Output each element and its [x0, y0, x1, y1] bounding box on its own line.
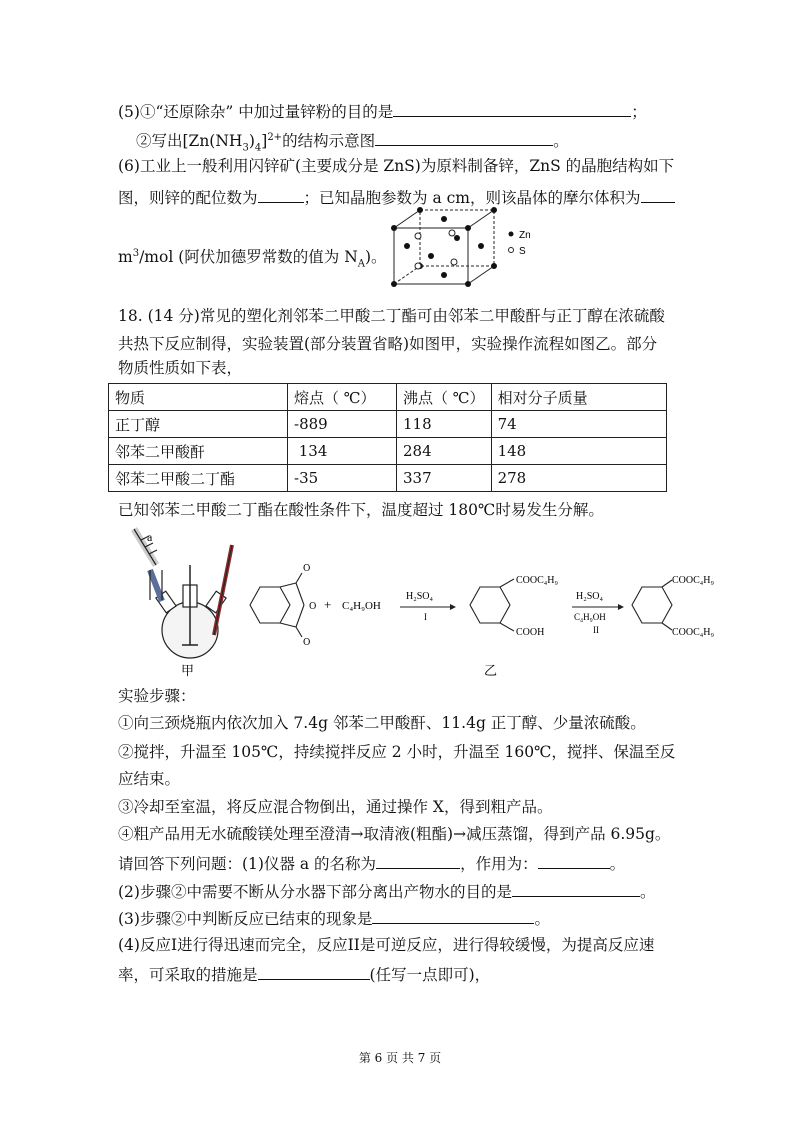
q5-answer-blank-2[interactable]: [375, 129, 553, 146]
q6-coordination-blank[interactable]: [258, 186, 304, 203]
question-3: (3)步骤②中判断反应已结束的现象是 。: [118, 907, 550, 929]
phthalic-anhydride-structure: [250, 573, 304, 637]
question-2: (2)步骤②中需要不断从分水器下部分离出产物水的目的是 。: [118, 880, 655, 902]
table-header: 熔点（ ℃）: [288, 384, 397, 411]
zns-unit-cell-figure: [380, 206, 540, 290]
zn-legend-icon: [509, 232, 514, 237]
apparatus-and-reaction-figure: [110, 525, 714, 685]
plus-sign: +: [324, 597, 332, 612]
q6-line1: (6)工业上一般利用闪锌矿(主要成分是 ZnS)为原料制备锌，ZnS 的晶胞结构如下: [118, 157, 675, 175]
table-header: 物质: [109, 384, 288, 411]
step-2a: ②搅拌，升温至 105℃，持续搅拌反应 2 小时，升温至 160℃，搅拌、保温至反: [118, 743, 676, 761]
table-header: 沸点（ ℃）: [397, 384, 492, 411]
q6-volume-blank[interactable]: [641, 186, 675, 203]
product-ester-group-bottom: COOC₄H₉: [672, 627, 714, 638]
steps-title: 实验步骤：: [118, 687, 196, 705]
q6-line3: $m^3$/mol (阿伏加德罗常数的值为 $N_A$)。: [118, 248, 387, 270]
product-structure: [632, 580, 672, 630]
table-header: 相对分子质量: [491, 384, 666, 411]
table-header-row: [109, 384, 667, 411]
q2-answer-blank[interactable]: [512, 880, 640, 897]
q18-line1: 18. (14 分)常见的塑化剂邻苯二甲酸二丁酯可由邻苯二甲酸酐与正丁醇在浓硫酸: [118, 307, 665, 325]
intermediate-acid-group: COOH: [516, 627, 545, 638]
svg-text:O: O: [303, 638, 311, 648]
table-row: 邻苯二甲酸酐 134 284 148: [109, 438, 667, 465]
label-jia: 甲: [181, 663, 195, 678]
svg-text:O: O: [303, 564, 311, 574]
arrow2-reagent: C₄H₉OH: [574, 612, 606, 622]
label-a: a: [147, 530, 153, 544]
q5-part1-text: (5)①“还原除杂” 中加过量锌粉的目的是: [118, 103, 394, 121]
label-yi: 乙: [484, 663, 498, 678]
svg-text:O: O: [309, 602, 317, 612]
q18-line2: 共热下反应制得，实验装置(部分装置省略)如图甲，实验操作流程如图乙。部分: [118, 335, 658, 353]
three-neck-flask-apparatus: [134, 529, 232, 658]
step-1: ①向三颈烧瓶内依次加入 7.4g 邻苯二甲酸酐、11.4g 正丁醇、少量浓硫酸。: [118, 714, 646, 732]
step-4: ④粗产品用无水硫酸镁处理至澄清→取清液(粗酯)→减压蒸馏，得到产品 6.95g。: [118, 825, 671, 843]
properties-table: [108, 383, 667, 492]
s-legend-icon: [509, 248, 514, 253]
q3-answer-blank[interactable]: [372, 907, 534, 924]
arrow1-label: I: [424, 612, 427, 622]
page-footer: 第 6 页 共 7 页: [358, 1051, 442, 1065]
q5-line2: ②写出$[Zn(NH_3)_4]^{2+}$的结构示意图 。: [136, 128, 569, 158]
q18-line3: 物质性质如下表，: [118, 359, 243, 377]
q6-line2: 图，则锌的配位数为 ；已知晶胞参数为 a cm，则该晶体的摩尔体积为: [118, 186, 675, 208]
step-2b: 应结束。: [118, 770, 181, 788]
legend-zn: Zn: [519, 230, 531, 241]
legend-s: S: [519, 246, 526, 257]
q4-answer-blank[interactable]: [258, 963, 370, 980]
q1-name-blank[interactable]: [376, 852, 460, 869]
question-4-line1: (4)反应I进行得迅速而完全，反应II是可逆反应，进行得较缓慢，为提高反应速: [118, 936, 655, 954]
q5-answer-blank-1[interactable]: [393, 100, 631, 117]
question-1: 请回答下列问题：(1)仪器 a 的名称为 ，作用为： 。: [118, 852, 625, 874]
table-row: 正丁醇 -889 118 74: [109, 411, 667, 438]
q5-line1: (5)①“还原除杂” 中加过量锌粉的目的是 ；: [118, 100, 647, 122]
product-ester-group-top: COOC₄H₉: [672, 575, 714, 586]
arrow2-label: II: [593, 625, 599, 635]
intermediate-structure: [470, 579, 514, 631]
decomposition-note: 已知邻苯二甲酸二丁酯在酸性条件下，温度超过 180℃时易发生分解。: [118, 501, 604, 519]
arrow2-catalyst: H₂SO₄: [576, 591, 603, 602]
intermediate-ester-group: COOC₄H₉: [516, 575, 558, 586]
step-3: ③冷却至室温，将反应混合物倒出，通过操作 X，得到粗产品。: [118, 798, 553, 816]
arrow1-catalyst: H₂SO₄: [406, 591, 433, 602]
question-4-line2: 率，可采取的措施是 (任写一点即可)，: [118, 963, 490, 985]
q1-function-blank[interactable]: [538, 852, 610, 869]
table-row: 邻苯二甲酸二丁酯 -35 337 278: [109, 465, 667, 492]
butanol-reagent: C₄H₉OH: [342, 600, 381, 612]
